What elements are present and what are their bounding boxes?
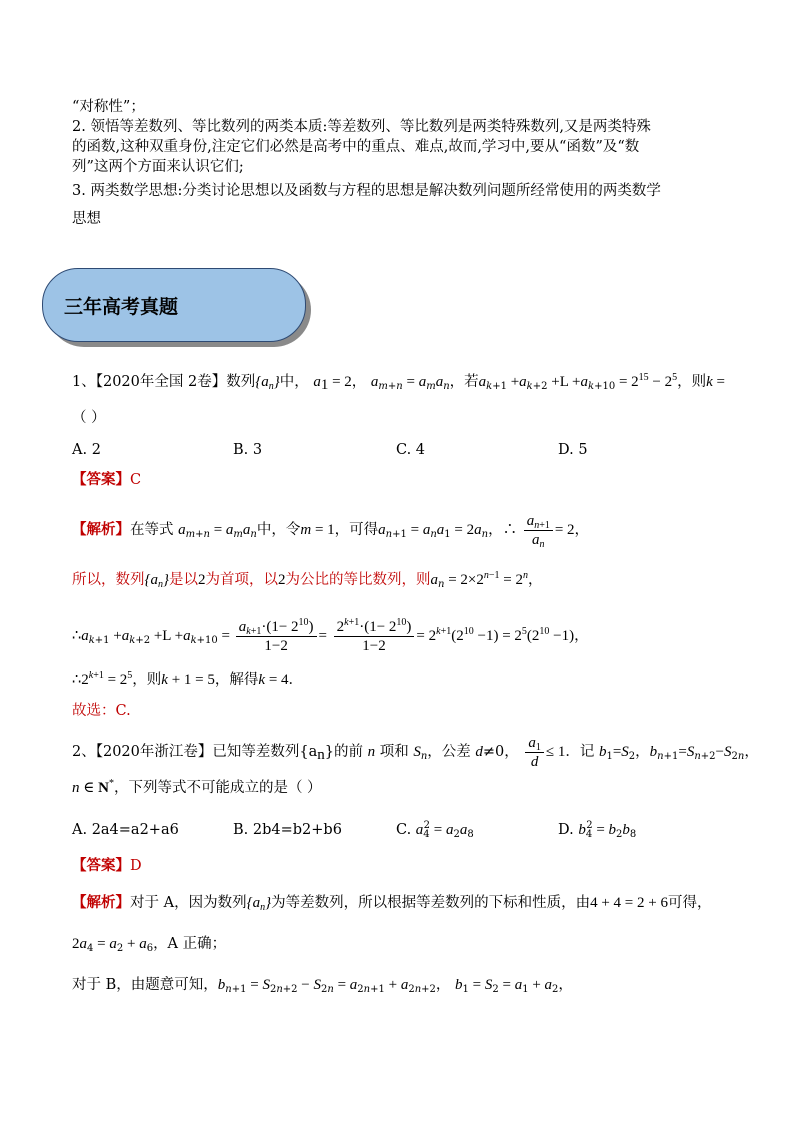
q2-z3: ， xyxy=(558,977,573,993)
q1-stem: 1、【2020年全国 2卷】数列$\{a_n\}$中， $a_1 = 2$， $a_{m+n} = a_ma_n$，若$a_{k+1} +a_{k+2} +L +a_{k+10} = 2^{15} - 2^5$，则k = xyxy=(72,372,726,393)
q1-option-a: A. 2 xyxy=(72,442,101,458)
q2-x3: 4 + 4 = 2 + 6 xyxy=(590,895,668,911)
q1-answer xyxy=(72,470,141,490)
q1-analysis-label: 【解析】 xyxy=(72,521,130,538)
q1-then-k: ，则 xyxy=(677,374,707,390)
q1-answer-value: C xyxy=(130,472,142,488)
q1-analysis-line1: 【解析】在等式 $a_{m+n} = a_ma_n$中，令m = 1，可得$a_{n+1} = a_na_1 = 2a_n$，∴ $\frac{a_{n+1}}{a_n}$ = 2， xyxy=(72,512,590,550)
q2-analysis-label: 【解析】 xyxy=(72,894,130,911)
q2-answer-value: D xyxy=(130,858,142,874)
q1-b6: 为公比的等比数列，则 xyxy=(285,572,431,588)
q2-option-a: A. 2a4=a2+a6 xyxy=(72,822,179,838)
q2-p4: ，公差 xyxy=(427,744,476,760)
q2-answer xyxy=(72,856,142,876)
q2-x4: 可得， xyxy=(667,895,712,911)
q1-analysis-line2: 所以，数列$\{a_n\}$是以2为首项，以2为公比的等比数列，则$a_n = 2\times 2^{n-1} = 2^n$， xyxy=(72,570,543,590)
q1-d4: ． xyxy=(288,672,304,688)
q1-option-b: B. 3 xyxy=(233,442,263,458)
q1-cond2: ，若 xyxy=(449,374,479,390)
q2-p8: ， xyxy=(744,744,759,760)
q2-p6: ．记 xyxy=(565,744,599,760)
q2-analysis-line2: $2a_4 = a_2 + a_6$，A 正确； xyxy=(72,936,227,954)
intro-line-3: 的函数,这种双重身份,注定它们必然是高考中的重点、难点,故而,学习中,要从“函数”及“数 xyxy=(72,139,640,155)
q1-d2: ，则 xyxy=(132,672,162,688)
q1-b5: 2 xyxy=(278,572,286,588)
intro-line-1: “对称性”； xyxy=(72,99,145,115)
section-title: 三年高考真题 xyxy=(64,296,179,318)
q2-option-d: D. $b_4^2 = b_2b_8$ xyxy=(558,820,637,840)
q1-option-d: D. 5 xyxy=(558,442,588,458)
q2-p7: ， xyxy=(635,744,650,760)
q1-b4: 为首项，以 xyxy=(205,572,278,588)
q2-p2: }的前 xyxy=(324,744,368,760)
q1-d1: ∴ xyxy=(72,628,82,644)
q1-choose: 故选：C. xyxy=(72,703,131,719)
intro-line-2: 2. 领悟等差数列、等比数列的两类本质:等差数列、等比数列是两类特殊数列,又是两类特殊 xyxy=(72,119,651,135)
q1-a4: ，∴ xyxy=(488,522,518,538)
q1-a3: ，可得 xyxy=(334,522,379,538)
q2-stem-line2: n ∈ N*，下列等式不可能成立的是（ ） xyxy=(72,778,322,796)
q1-paren: （ ） xyxy=(72,410,106,426)
q2-option-d-label: D. xyxy=(558,822,574,838)
q1-analysis-line3: $\therefore a_{k+1} +a_{k+2} +L +a_{k+10}$ = $\frac{a_{k+1}\cdot(1- 2^{10})}{1-2}$ = $\frac{2^{k+1}\cdot(1- 2^{10})}{1-2}$ = $2^{k+1}(2^{10} -1) = 2^5(2^{10} -1)$， xyxy=(72,616,589,654)
q1-analysis-line4: $\therefore 2^{k+1} = 2^5$，则k + 1 = 5，解得k = 4． xyxy=(72,670,304,688)
q1-answer-label: 【答案】 xyxy=(72,471,130,488)
q1-cond1: ， xyxy=(351,374,367,390)
q1-a1: 在等式 xyxy=(130,522,174,538)
q2-option-b: B. 2b4=b2+b6 xyxy=(233,822,342,838)
q2-option-c-label: C. xyxy=(396,822,412,838)
q1-a5: ， xyxy=(574,522,590,538)
q1-b2: 是以 xyxy=(169,572,198,588)
intro-line-5: 3. 两类数学思想:分类讨论思想以及函数与方程的思想是解决数列问题所经常使用的两类数学 xyxy=(72,183,661,199)
q2-y2: ，A 正确； xyxy=(153,936,227,952)
q2-answer-label: 【答案】 xyxy=(72,857,130,874)
q2-p5: ≠0， xyxy=(482,744,519,760)
q2-x1: 对于 A，因为数列 xyxy=(130,895,247,911)
q2-x2: 为等差数列，所以根据等差数列的下标和性质，由 xyxy=(271,895,591,911)
q1-ratio-fraction: $\frac{a_{n+1}}{a_n}$ xyxy=(524,512,553,549)
q2-option-c: C. $a_4^2 = a_2a_8$ xyxy=(396,820,474,840)
q2-stem-line1: 2、【2020年浙江卷】已知等差数列$\{a_n\}$的前 n 项和 $S_n$，公差 d≠0， $\frac{a_1}{d}$ ≤ 1．记 $b_1=S_2$，$b_{n+1}=S_{n+2}-S_{2n}$， xyxy=(72,734,759,770)
q1-a2: 中，令 xyxy=(256,522,301,538)
q2-analysis-line1: 【解析】对于 A，因为数列$\{a_n\}$为等差数列，所以根据等差数列的下标和性质，由4 + 4 = 2 + 6可得， xyxy=(72,894,712,913)
q2-prefix: 2、【2020年浙江卷】已知等差数列{a xyxy=(72,744,318,760)
q2-analysis-line3: 对于 B，由题意可知，$b_{n+1} = S_{2n+2} - S_{2n} = a_{2n+1} + a_{2n+2}$， $b_1 = S_2 = a_1 + a_2$， xyxy=(72,977,573,995)
q1-option-c: C. 4 xyxy=(396,442,426,458)
q1-d1b: ∴ xyxy=(72,672,82,688)
q2-p3: 项和 xyxy=(375,744,414,760)
q2-z1: 对于 B，由题意可知， xyxy=(72,977,218,993)
q2-z2: ， xyxy=(435,977,451,993)
intro-line-4: 列”这两个方面来认识它们; xyxy=(72,159,244,175)
q1-b7: ， xyxy=(527,572,543,588)
q1-prefix: 1、【2020年全国 2卷】数列 xyxy=(72,374,256,390)
q1-mid1: 中， xyxy=(279,374,309,390)
q1-b3: 2 xyxy=(198,572,206,588)
q1-b1: 所以，数列 xyxy=(72,572,145,588)
q1-d3: ，解得 xyxy=(214,672,259,688)
q2-l2: ，下列等式不可能成立的是（ ） xyxy=(113,780,322,796)
intro-line-6: 思想 xyxy=(72,211,101,227)
